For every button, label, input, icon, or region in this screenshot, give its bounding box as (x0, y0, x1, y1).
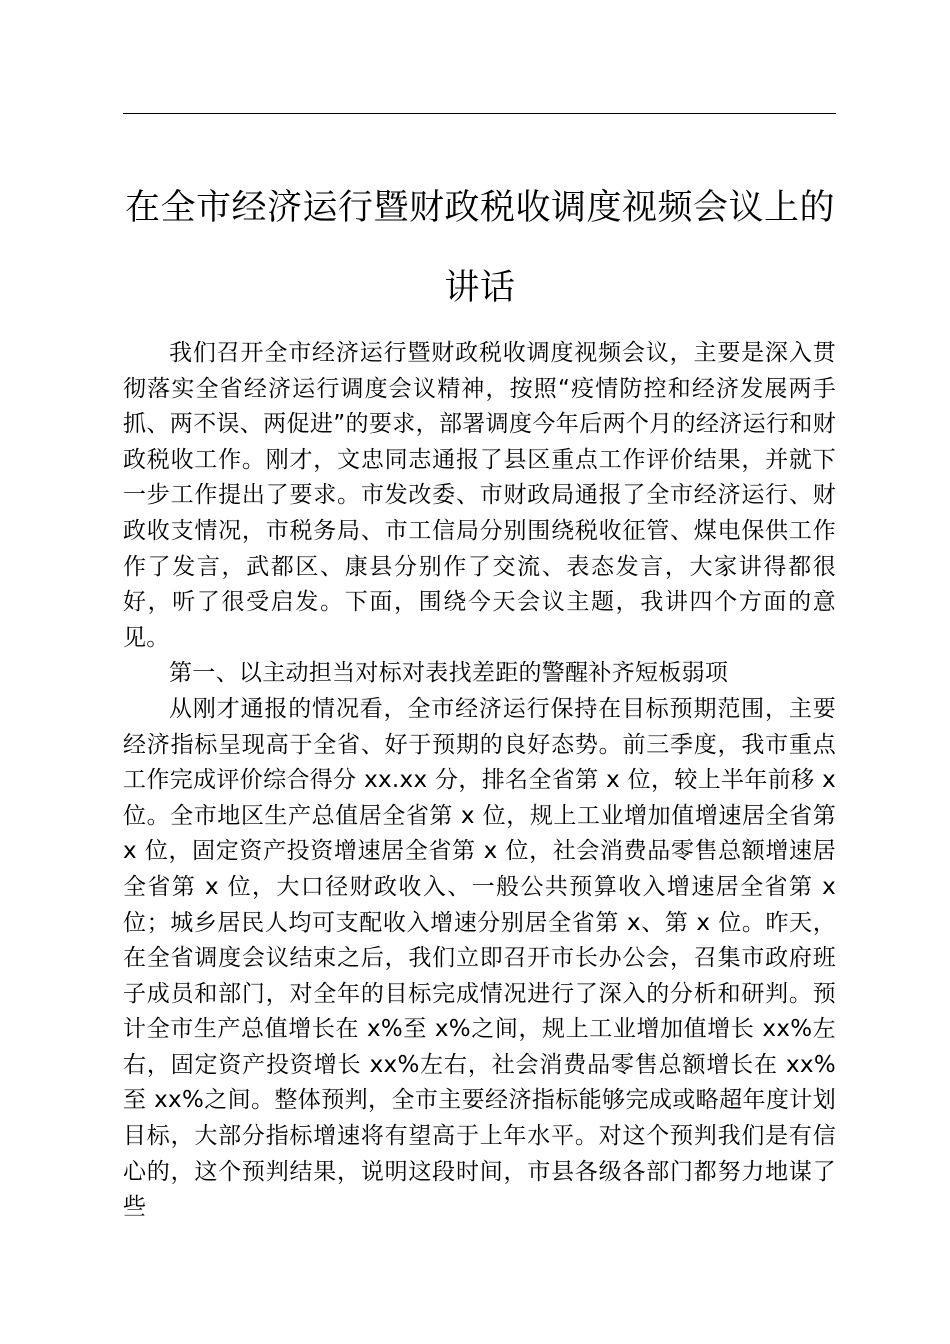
document-body (123, 336, 836, 1226)
intro-paragraph: 我们召开全市经济运行暨财政税收调度视频会议，主要是深入贯彻落实全省经济运行调度会议精神，按照“疫情防控和经济发展两手抓、两不误、两促进”的要求，部署调度今年后两个月的经济运行和财政税收工作。刚才，文忠同志通报了县区重点工作评价结果，并就下一步工作提出了要求。市发改委、市财政局通报了全市经济运行、财政收支情况，市税务局、市工信局分别围绕税收征管、煤电保供工作作了发言，武都区、康县分别作了交流、表态发言，大家讲得都很好，听了很受启发。下面，围绕今天会议主题，我讲四个方面的意见。 (123, 340, 836, 651)
header-rule (123, 113, 836, 114)
page-title (110, 168, 850, 328)
title-line-2: 讲话 (444, 268, 516, 308)
section-paragraph: 从刚才通报的情况看，全市经济运行保持在目标预期范围，主要经济指标呈现高于全省、好于预期的良好态势。前三季度，我市重点工作完成评价综合得分 xx.xx 分，排名全省第 x 位，较上半年前移 x 位。全市地区生产总值居全省第 x 位，规上工业增加值增速居全省第 x 位，固定资产投资增速居全省第 x 位，社会消费品零售总额增速居全省第 x 位，大口径财政收入、一般公共预算收入增速居全省第 x 位；城乡居民人均可支配收入增速分别居全省第 x、第 x 位。昨天，在全省调度会议结束之后，我们立即召开市长办公会，召集市政府班子成员和部门，对全年的目标完成情况进行了深入的分析和研判。预计全市生产总值增长在 x%至 x%之间，规上工业增加值增长 xx%左右，固定资产投资增长 xx%左右，社会消费品零售总额增长在 xx%至 xx%之间。整体预判，全市主要经济指标能够完成或略超年度计划目标，大部分指标增速将有望高于上年水平。对这个预判我们是有信心的，这个预判结果，说明这段时间，市县各级各部门都努力地谋了些 (123, 695, 836, 1221)
title-line-1: 在全市经济运行暨财政税收调度视频会议上的 (124, 188, 835, 228)
section-heading: 第一、以主动担当对标对表找差距的警醒补齐短板弱项 (169, 660, 729, 687)
